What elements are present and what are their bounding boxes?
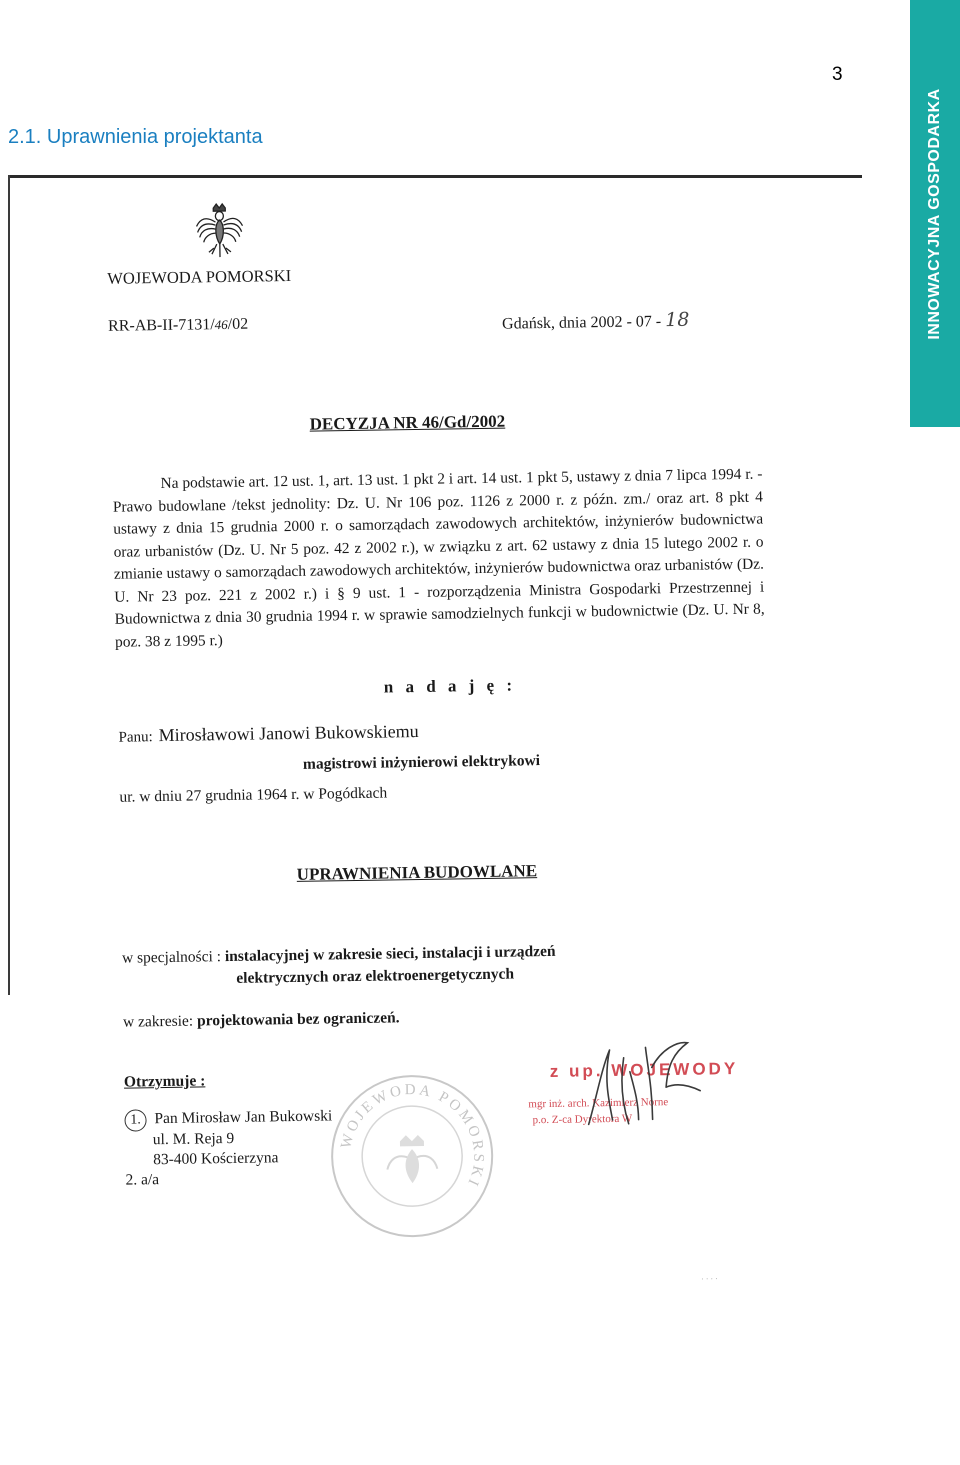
recipient-name: Mirosławowi Janowi Bukowskiemu [158, 721, 419, 746]
stamp-line-2: mgr inż. arch. Kazimierz Norne [528, 1096, 669, 1111]
specialty-label: w specjalności : [121, 948, 222, 967]
receiver-1 [124, 1106, 332, 1131]
receiver-1-city: 83-400 Kościerzyna [153, 1149, 279, 1169]
receivers-title: Otrzymuje : [123, 1072, 206, 1091]
seal-text: WOJEWODA POMORSKI [338, 1082, 487, 1191]
specialty-value: instalacyjnej w zakresie sieci, instalacji i urządzeń [224, 942, 556, 966]
scope-label: w zakresie: [122, 1012, 194, 1031]
date-handwritten: 18 [664, 308, 690, 332]
scope-value: projektowania bez ograniczeń. [196, 1009, 400, 1030]
recipient-line [118, 721, 418, 747]
birth-info: ur. w dniu 27 grudnia 1964 r. w Pogódkach [119, 784, 388, 806]
recipient-label: Panu: [118, 729, 153, 746]
scanned-document [8, 175, 862, 1345]
handwritten-signature [567, 1026, 719, 1138]
coat-of-arms-eagle-icon [194, 202, 245, 261]
reference-prefix: RR-AB-II-7131/ [107, 316, 215, 335]
recipient-title: magistrowi inżynierowi elektrykowi [302, 752, 541, 773]
reference-number [108, 316, 248, 336]
official-seal [326, 1070, 499, 1243]
permit-title: UPRAWNIENIA BUDOWLANE [296, 861, 538, 884]
grants-heading: n a d a j ę : [383, 675, 517, 697]
legal-basis-paragraph: Na podstawie art. 12 ust. 1, art. 13 ust. 1 pkt 2 i art. 14 ust. 1 pkt 5, ustawy z dnia 7 lipca 1994 r. - Prawo budowlane /tekst jednolity: Dz. U. Nr 106 poz. 1126 z 2000 r. z późn. zm./ oraz art. 8 pkt 4 ustawy z dnia 15 grudnia 2000 r. o samorządach zawodowych architektów, inżynierów budownictwa oraz urbanistów (Dz. U. Nr 5 poz. 42 z 2002 r.), w związku z art. 62 ustawy z dnia 15 lutego 2002 r. o zmianie ustawy o samorządach zawodowych architektów, inżynierów budownictwa oraz urbanistów (Dz. U. Nr 23 poz. 221 z 2002 r.) i § 9 ust. 1 - rozporządzenia Ministra Gospodarki Przestrzennej i Budownictwa z dnia 30 grudnia 1994 r. w sprawie samodzielnych funkcji w budownictwie (Dz. U. Nr 8, poz. 38 z 1995 r.) [112, 465, 765, 651]
side-tab-label: INNOWACYJNA GOSPODARKA [926, 87, 943, 340]
receiver-2: 2. a/a [125, 1171, 160, 1189]
issuing-authority: WOJEWODA POMORSKI [107, 265, 292, 288]
reference-suffix: /02 [227, 315, 249, 333]
date-printed: Gdańsk, dnia 2002 - 07 - [501, 313, 662, 333]
receiver-1-name: Pan Mirosław Jan Bukowski [154, 1107, 333, 1128]
stamp-line-1: z up. WOJEWODY [549, 1059, 739, 1081]
page-number: 3 [832, 64, 843, 85]
scan-mark: · · · · [701, 1274, 718, 1284]
section-heading: 2.1. Uprawnienia projektanta [8, 126, 263, 148]
document-date [502, 309, 690, 334]
decision-title: DECYZJA NR 46/Gd/2002 [309, 411, 506, 434]
stamp-line-3: p.o. Z-ca Dyrektora W [532, 1112, 633, 1127]
receiver-1-number: 1. [124, 1109, 146, 1131]
receiver-1-street: ul. M. Reja 9 [152, 1129, 235, 1149]
specialty-line [122, 943, 556, 968]
specialty-value-continued: elektrycznych oraz elektroenergetycznych [236, 965, 515, 987]
scope-line [123, 1009, 400, 1031]
reference-handwritten: 46 [214, 316, 228, 333]
